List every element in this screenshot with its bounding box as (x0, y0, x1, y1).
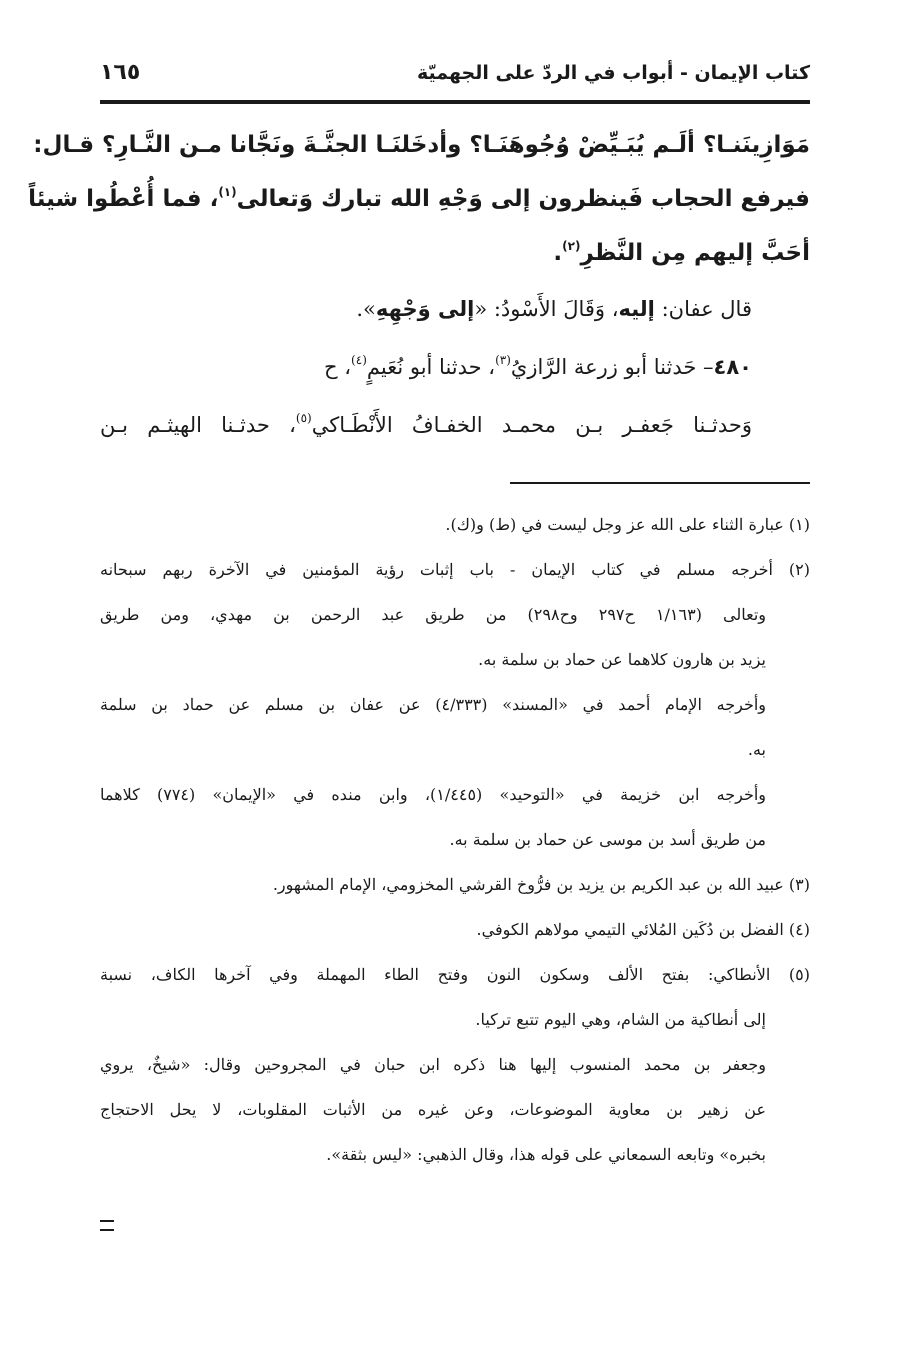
footnote-3: (٣) عبيد الله بن عبد الكريم بن يزيد بن فرُّوخ القرشي المخزومي، الإمام المشهور. (272, 875, 810, 894)
footnote-5-line-5: بخبره» وتابعه السمعاني على قوله هذا، وقال الذهبي: «ليس بثقة». (326, 1145, 766, 1164)
footnote-separator (510, 482, 810, 484)
footnote-ref-4: (٤) (351, 353, 367, 367)
header-rule (100, 100, 810, 104)
footnote-2-line-4: وأخرجه الإمام أحمد في «المسند» (٤/٣٣٣) عن عفان بن مسلم عن حماد بن سلمة (100, 695, 767, 714)
main-line-6-text-b: ، حدثـنا الهيثـم بـن (100, 413, 296, 437)
footnote-2-line-1: (٢) أخرجه مسلم في كتاب الإيمان - باب إثبات رؤية المؤمنين في الآخرة ربهم سبحانه (100, 560, 810, 579)
footnote-ref-3: (٣) (495, 353, 511, 367)
main-line-5 (100, 338, 810, 396)
main-line-2-text-b: ، فما أُعْطُوا شيئاً (28, 186, 219, 212)
main-line-4-text-d: إلى وَجْهِهِ (375, 297, 475, 321)
footnote-2-line-6: وأخرجه ابن خزيمة في «التوحيد» (١/٤٤٥)، وابن منده في «الإيمان» (٧٧٤) كلاهما (100, 785, 767, 804)
footnote-5-line-1: (٥) الأنطاكي: بفتح الألف وسكون النون وفتح الطاء المهملة وفي آخرها الكاف، نسبة (100, 965, 810, 984)
main-line-6 (100, 396, 810, 454)
main-line-1-text: مَوَازِينَنـا؟ ألَـم يُبَـيِّضْ وُجُوهَنَـا؟ وأدخَلنَـا الجنَّـةَ ونَجَّانا مـن النَّـارِ؟ قـال: (33, 132, 810, 158)
footnote-2-line-3: يزيد بن هارون كلاهما عن حماد بن سلمة به. (478, 650, 766, 669)
main-line-4 (100, 280, 810, 338)
header-title: كتاب الإيمان - أبواب في الردّ على الجهميّة (416, 62, 810, 84)
footnote-ref-2: (٢) (562, 239, 581, 253)
footnote-ref-1: (١) (218, 185, 237, 199)
footnote-5-line-3: وجعفر بن محمد المنسوب إليها هنا ذكره ابن حبان في المجروحين وقال: «شيخٌ، يروي (100, 1055, 766, 1074)
main-line-3-text-a: أحَبَّ إليهم مِن النَّظرِ (580, 240, 810, 266)
footnote-5-line-4: عن زهير بن معاوية الموضوعات، وعن غيره من الأثبات المقلوبات، لا يحل الاحتجاج (100, 1100, 766, 1119)
footnote-ref-5: (٥) (295, 411, 312, 425)
footnote-4: (٤) الفضل بن دُكَين المُلائي التيمي مولاهم الكوفي. (476, 920, 810, 939)
footnotes (100, 502, 810, 1177)
main-line-2-text-a: فيرفع الحجاب فَينظرون إلى وَجْهِ الله تبارك وَتعالى (236, 186, 810, 212)
main-line-5-text-a: – حَدثنا أبو زرعة الرَّازيُ (510, 355, 714, 379)
footnote-2-line-5: به. (747, 740, 766, 759)
main-line-5-text-c: ، ح (324, 355, 352, 379)
main-line-3-text-b: . (553, 240, 563, 266)
main-line-2 (28, 172, 810, 226)
main-line-4-text-a: قال عفان: (654, 297, 752, 321)
page-number: ١٦٥ (100, 60, 141, 85)
footnote-5-line-2: إلى أنطاكية من الشام، وهي اليوم تتبع تركيا. (475, 1010, 766, 1029)
hadith-number: ٤٨٠ (713, 355, 752, 379)
main-line-4-text-e: ». (356, 297, 376, 321)
main-line-4-text-b: إليه (618, 297, 655, 321)
running-header (100, 58, 810, 98)
main-line-1 (33, 118, 810, 172)
footnote-2-line-7: من طريق أسد بن موسى عن حماد بن سلمة به. (449, 830, 766, 849)
main-line-6-text-a: وَحدثـنا جَعفـر بـن محمـد الخفـافُ الأَنْطَـاكي (311, 413, 752, 437)
main-line-5-text-b: ، حدثنا أبو نُعَيمٍ (366, 355, 496, 379)
footnote-2-line-2: وتعالى (١/١٦٣ ح٢٩٧ وح٢٩٨) من طريق عبد الرحمن بن مهدي، ومن طريق (100, 605, 767, 624)
main-line-4-text-c: ، وَقَالَ الأَسْودُ: « (474, 297, 619, 321)
main-text (28, 118, 810, 454)
main-line-3 (100, 226, 810, 280)
footnote-1: (١) عبارة الثناء على الله عز وجل ليست في (ط) و(ك). (445, 515, 810, 534)
page-end-mark (100, 1220, 114, 1231)
